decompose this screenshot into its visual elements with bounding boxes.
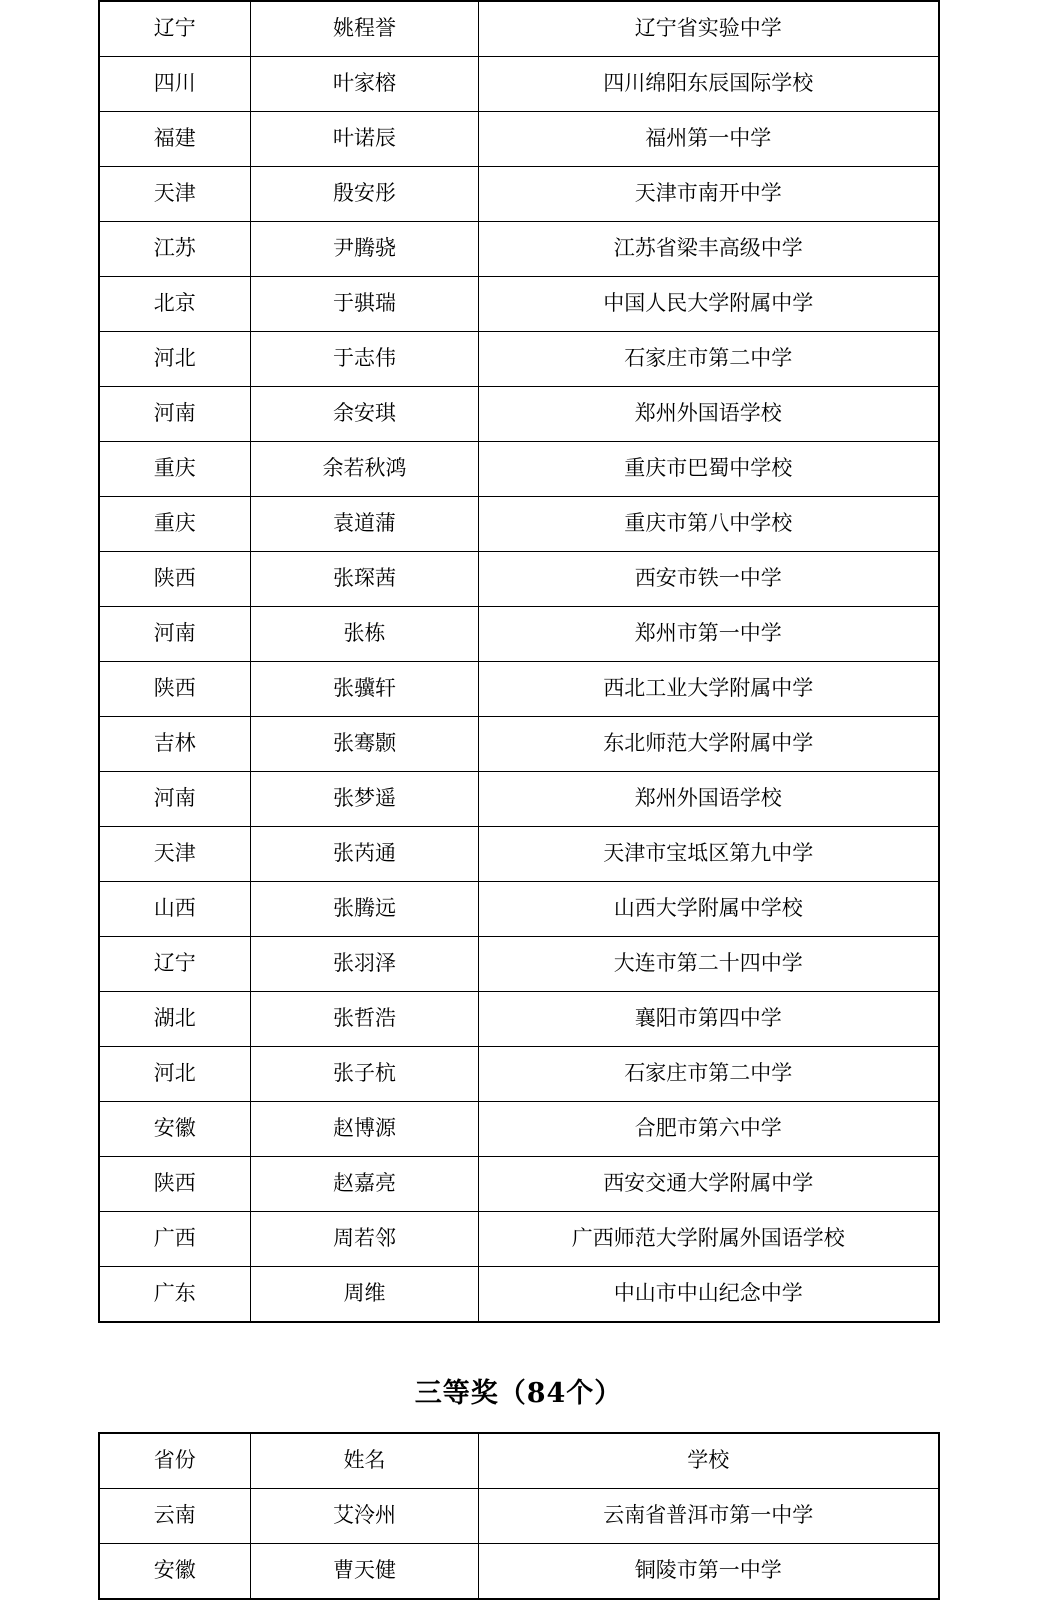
column-header-province: 省份	[99, 1433, 251, 1489]
table-row	[99, 1489, 939, 1544]
table-row	[99, 1544, 939, 1600]
cell-school: 四川绵阳东辰国际学校	[479, 57, 939, 112]
cell-school: 天津市宝坻区第九中学	[479, 827, 939, 882]
cell-province: 陕西	[99, 1157, 251, 1212]
table-row	[99, 552, 939, 607]
table-row	[99, 1102, 939, 1157]
cell-school: 大连市第二十四中学	[479, 937, 939, 992]
cell-province: 四川	[99, 57, 251, 112]
table-row	[99, 772, 939, 827]
cell-school: 铜陵市第一中学	[479, 1544, 939, 1600]
cell-name: 张哲浩	[251, 992, 479, 1047]
cell-school: 天津市南开中学	[479, 167, 939, 222]
cell-school: 郑州外国语学校	[479, 772, 939, 827]
cell-name: 殷安彤	[251, 167, 479, 222]
cell-name: 张骞颢	[251, 717, 479, 772]
cell-name: 赵嘉亮	[251, 1157, 479, 1212]
cell-name: 叶家榕	[251, 57, 479, 112]
cell-school: 中国人民大学附属中学	[479, 277, 939, 332]
cell-school: 石家庄市第二中学	[479, 1047, 939, 1102]
cell-name: 袁道蒲	[251, 497, 479, 552]
cell-province: 陕西	[99, 662, 251, 717]
cell-name: 余若秋鸿	[251, 442, 479, 497]
cell-school: 郑州市第一中学	[479, 607, 939, 662]
cell-school: 石家庄市第二中学	[479, 332, 939, 387]
second-prize-table	[98, 0, 940, 1323]
cell-school: 重庆市巴蜀中学校	[479, 442, 939, 497]
cell-school: 东北师范大学附属中学	[479, 717, 939, 772]
table-row	[99, 1157, 939, 1212]
cell-name: 赵博源	[251, 1102, 479, 1157]
cell-province: 河南	[99, 387, 251, 442]
third-prize-table	[98, 1432, 940, 1600]
cell-name: 余安琪	[251, 387, 479, 442]
cell-province: 福建	[99, 112, 251, 167]
table-row	[99, 332, 939, 387]
table-row	[99, 937, 939, 992]
cell-school: 襄阳市第四中学	[479, 992, 939, 1047]
cell-name: 于志伟	[251, 332, 479, 387]
column-header-name: 姓名	[251, 1433, 479, 1489]
cell-province: 广东	[99, 1267, 251, 1323]
cell-name: 尹腾骁	[251, 222, 479, 277]
cell-province: 江苏	[99, 222, 251, 277]
cell-province: 重庆	[99, 442, 251, 497]
column-header-school: 学校	[479, 1433, 939, 1489]
cell-province: 陕西	[99, 552, 251, 607]
table-row	[99, 1212, 939, 1267]
table-row	[99, 1047, 939, 1102]
cell-school: 西北工业大学附属中学	[479, 662, 939, 717]
cell-school: 重庆市第八中学校	[479, 497, 939, 552]
second-prize-table-body	[99, 1, 939, 1322]
cell-name: 艾泠州	[251, 1489, 479, 1544]
table-row	[99, 882, 939, 937]
cell-school: 山西大学附属中学校	[479, 882, 939, 937]
table-row	[99, 717, 939, 772]
table-row	[99, 992, 939, 1047]
cell-province: 辽宁	[99, 937, 251, 992]
cell-school: 广西师范大学附属外国语学校	[479, 1212, 939, 1267]
cell-province: 河北	[99, 1047, 251, 1102]
cell-name: 张梦遥	[251, 772, 479, 827]
cell-province: 广西	[99, 1212, 251, 1267]
cell-school: 辽宁省实验中学	[479, 1, 939, 57]
cell-school: 福州第一中学	[479, 112, 939, 167]
table-row	[99, 827, 939, 882]
cell-school: 西安市铁一中学	[479, 552, 939, 607]
cell-name: 张子杭	[251, 1047, 479, 1102]
cell-province: 吉林	[99, 717, 251, 772]
table-row	[99, 57, 939, 112]
cell-name: 曹天健	[251, 1544, 479, 1600]
cell-province: 北京	[99, 277, 251, 332]
cell-province: 河南	[99, 607, 251, 662]
cell-province: 湖北	[99, 992, 251, 1047]
cell-school: 郑州外国语学校	[479, 387, 939, 442]
cell-school: 西安交通大学附属中学	[479, 1157, 939, 1212]
cell-province: 天津	[99, 167, 251, 222]
cell-province: 天津	[99, 827, 251, 882]
cell-province: 河南	[99, 772, 251, 827]
table-row	[99, 1267, 939, 1323]
cell-province: 辽宁	[99, 1, 251, 57]
cell-province: 河北	[99, 332, 251, 387]
cell-name: 周若邻	[251, 1212, 479, 1267]
table-header-row	[99, 1433, 939, 1489]
table-row	[99, 167, 939, 222]
table-row	[99, 222, 939, 277]
cell-province: 安徽	[99, 1102, 251, 1157]
cell-province: 云南	[99, 1489, 251, 1544]
cell-name: 张栋	[251, 607, 479, 662]
table-row	[99, 497, 939, 552]
cell-name: 张羽泽	[251, 937, 479, 992]
cell-school: 云南省普洱市第一中学	[479, 1489, 939, 1544]
cell-school: 江苏省梁丰高级中学	[479, 222, 939, 277]
cell-name: 张腾远	[251, 882, 479, 937]
table-row	[99, 607, 939, 662]
cell-name: 张骥轩	[251, 662, 479, 717]
third-prize-heading: 三等奖（84个）	[414, 1378, 623, 1409]
table-row	[99, 442, 939, 497]
table-row	[99, 112, 939, 167]
cell-name: 叶诺辰	[251, 112, 479, 167]
cell-school: 合肥市第六中学	[479, 1102, 939, 1157]
cell-name: 周维	[251, 1267, 479, 1323]
cell-province: 安徽	[99, 1544, 251, 1600]
third-prize-table-body	[99, 1489, 939, 1600]
cell-name: 张琛茜	[251, 552, 479, 607]
cell-name: 于骐瑞	[251, 277, 479, 332]
table-row	[99, 1, 939, 57]
third-prize-table-head	[99, 1433, 939, 1489]
table-row	[99, 662, 939, 717]
cell-school: 中山市中山纪念中学	[479, 1267, 939, 1323]
cell-name: 张芮通	[251, 827, 479, 882]
table-row	[99, 387, 939, 442]
cell-name: 姚程誉	[251, 1, 479, 57]
cell-province: 山西	[99, 882, 251, 937]
table-row	[99, 277, 939, 332]
cell-province: 重庆	[99, 497, 251, 552]
